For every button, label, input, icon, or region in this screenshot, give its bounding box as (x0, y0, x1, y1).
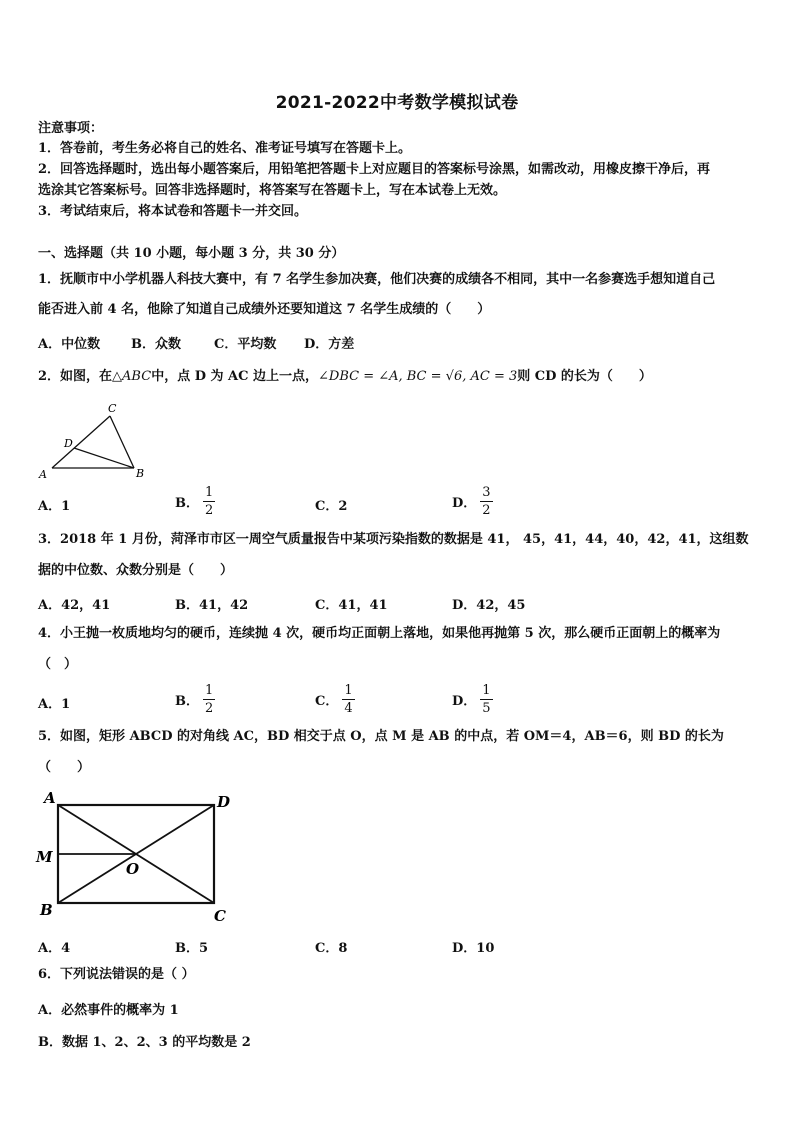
q2-option-d (452, 484, 493, 519)
q4-stem-line1: 4．小王抛一枚质地均匀的硬币，连续抛 4 次，硬币均正面朝上落地，如果他再抛第 5 次，那么硬币正面朝上的概率为 (38, 626, 721, 641)
q2-segment-bd (74, 448, 134, 468)
q5-stem-line1: 5．如图，矩形 ABCD 的对角线 AC，BD 相交于点 O，点 M 是 AB 的中点，若 OM＝4，AB＝6，则 BD 的长为 (38, 729, 724, 744)
notice-item: 3．考试结束后，将本试卷和答题卡一并交回。 (38, 204, 308, 219)
q2-label-d: D (64, 437, 73, 450)
q4-option-c-fraction (342, 682, 354, 717)
q5-label-d: D (217, 793, 231, 811)
q5-rectangle-figure (34, 787, 244, 927)
q4-option-d (452, 682, 493, 717)
q2-option-d-fraction (480, 484, 492, 519)
fraction-denominator: 5 (482, 701, 491, 716)
q4-option-c-label: C． (315, 694, 339, 709)
q6-stem: 6．下列说法错误的是（ ） (38, 967, 195, 982)
q2-triangle-figure (36, 398, 156, 484)
q2-suffix: 则 CD 的长为（ ） (517, 369, 652, 384)
section-heading: 一、选择题（共 10 小题，每小题 3 分，共 30 分） (38, 246, 345, 261)
notice-item: 2．回答选择题时，选出每小题答案后，用铅笔把答题卡上对应题目的答案标号涂黑，如需改动，用橡皮擦干净后，再 (38, 162, 711, 177)
fraction-denominator: 2 (482, 503, 491, 518)
fraction-numerator: 1 (344, 683, 353, 698)
q5-option-b: B．5 (175, 941, 209, 956)
q1-option-d: D．方差 (304, 337, 355, 352)
notice-item: 选涂其它答案标号。回答非选择题时，将答案写在答题卡上，写在本试卷上无效。 (38, 183, 507, 198)
q2-label-a: A (39, 468, 47, 481)
q4-stem-line2: （ ） (38, 657, 78, 672)
q2-prefix: 2．如图，在 (38, 369, 113, 384)
fraction-numerator: 3 (482, 485, 491, 500)
q3-stem-line2: 据的中位数、众数分别是（ ） (38, 563, 234, 578)
q5-label-a: A (44, 789, 56, 807)
q2-condition: ∠DBC = ∠A, BC = √6, AC = 3 (318, 369, 518, 384)
fraction-denominator: 2 (205, 503, 214, 518)
q2-option-b-fraction (203, 484, 215, 519)
page-title: 2021-2022中考数学模拟试卷 (275, 93, 519, 113)
q5-label-o: O (126, 860, 140, 878)
q4-option-b (175, 682, 215, 717)
q4-option-d-label: D． (452, 694, 477, 709)
q2-stem (38, 369, 652, 385)
q3-option-c: C．41，41 (315, 598, 388, 613)
q5-label-c: C (214, 907, 226, 925)
q5-option-c: C．8 (315, 941, 348, 956)
q3-stem-line1: 3．2018 年 1 月份，菏泽市市区一周空气质量报告中某项污染指数的数据是 41， 45，41，44，40，42，41，这组数 (38, 532, 749, 547)
q4-option-d-fraction (480, 682, 492, 717)
q4-option-b-fraction (203, 682, 215, 717)
q2-label-c: C (108, 402, 117, 415)
q2-mid: 中，点 D 为 AC 边上一点， (151, 369, 318, 384)
q6-option-a: A．必然事件的概率为 1 (38, 1003, 179, 1018)
q3-option-a: A．42，41 (38, 598, 111, 613)
q4-option-a: A．1 (38, 697, 71, 712)
notice-heading: 注意事项： (38, 121, 104, 136)
q2-option-c: C．2 (315, 499, 348, 514)
fraction-numerator: 1 (482, 683, 491, 698)
q1-option-a: A．中位数 (38, 337, 101, 352)
fraction-numerator: 1 (205, 683, 214, 698)
q2-side-ac (52, 416, 110, 468)
q5-label-m: M (36, 848, 53, 866)
q6-option-b: B．数据 1、2、2、3 的平均数是 2 (38, 1035, 251, 1050)
q2-option-b-label: B． (175, 496, 199, 511)
q5-stem-line2: （ ） (38, 760, 91, 775)
q1-stem-line2: 能否进入前 4 名，他除了知道自己成绩外还要知道这 7 名学生成绩的（ ） (38, 302, 491, 317)
q2-triangle: △ABC (112, 369, 152, 384)
q1-option-b: B．众数 (131, 337, 181, 352)
notice-item: 1．答卷前，考生务必将自己的姓名、准考证号填写在答题卡上。 (38, 141, 412, 156)
q5-option-a: A．4 (38, 941, 71, 956)
q2-side-cb (110, 416, 134, 468)
q2-option-d-label: D． (452, 496, 477, 511)
q5-option-d: D．10 (452, 941, 495, 956)
q3-option-b: B．41，42 (175, 598, 249, 613)
fraction-denominator: 2 (205, 701, 214, 716)
q2-option-b (175, 484, 215, 519)
q2-option-a: A．1 (38, 499, 71, 514)
q1-option-c: C．平均数 (214, 337, 277, 352)
fraction-denominator: 4 (344, 701, 353, 716)
q1-stem-line1: 1．抚顺市中小学机器人科技大赛中，有 7 名学生参加决赛，他们决赛的成绩各不相同，其中一名参赛选手想知道自己 (38, 272, 716, 287)
q3-option-d: D．42，45 (452, 598, 526, 613)
fraction-numerator: 1 (205, 485, 214, 500)
q5-label-b: B (40, 901, 53, 919)
q4-option-b-label: B． (175, 694, 199, 709)
q4-option-c (315, 682, 355, 717)
q2-label-b: B (136, 467, 145, 480)
